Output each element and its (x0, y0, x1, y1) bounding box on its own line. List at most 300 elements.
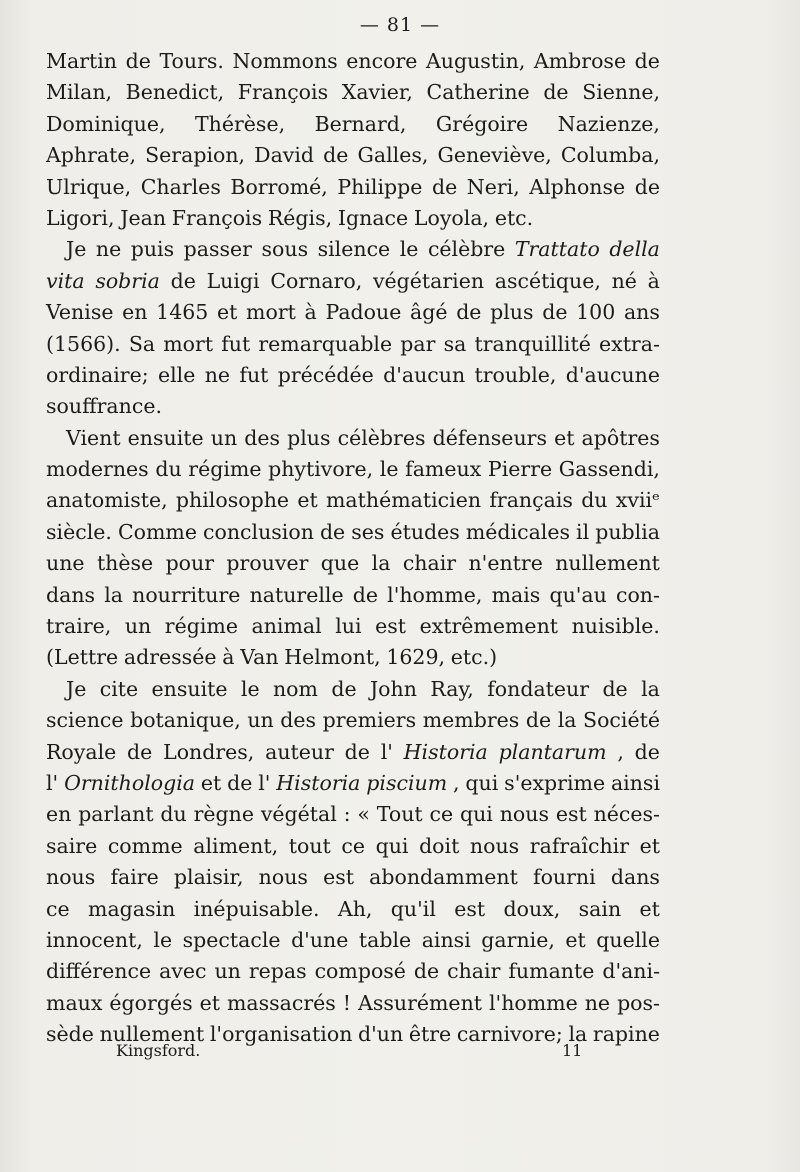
word: Bernard, (314, 111, 407, 136)
word: animal (251, 614, 322, 639)
word: parlant (78, 802, 154, 827)
word: âgé (410, 300, 448, 325)
word: passer (183, 237, 252, 262)
word: , (617, 739, 624, 764)
word: et (639, 896, 660, 921)
text-line (46, 297, 660, 328)
word: (1566). (46, 331, 121, 356)
word: prouver (226, 551, 309, 576)
word: nous (46, 865, 96, 890)
word: Aphrate, (46, 143, 137, 168)
word: ne (584, 990, 611, 1015)
word: d'une (291, 927, 349, 952)
word: fut (221, 331, 251, 356)
word: fondateur (487, 676, 590, 701)
text-line (46, 517, 660, 548)
word: fut (239, 362, 269, 387)
word: sède (46, 1022, 94, 1047)
text-line (46, 705, 660, 736)
word: égorgés (109, 990, 193, 1015)
word: des (244, 425, 281, 450)
word: sa (443, 331, 467, 356)
word: et (199, 990, 220, 1015)
word: Régis, (267, 205, 333, 230)
word: science (46, 708, 124, 733)
word: de (125, 49, 151, 73)
word: différence (46, 959, 152, 984)
word: végétal (260, 802, 337, 827)
text-line (46, 77, 660, 108)
word: qui (459, 802, 493, 827)
word: nom (272, 676, 318, 701)
word: Geneviève, (437, 143, 552, 168)
word: Philippe (337, 174, 423, 199)
word: un (247, 708, 274, 733)
word: et (639, 833, 660, 858)
word: doit (419, 833, 460, 858)
word: défenseurs (432, 425, 547, 450)
word: Padoue (325, 300, 402, 325)
word: botanique, (130, 708, 241, 733)
word: carnivore; (456, 1022, 563, 1047)
word: le (379, 457, 399, 482)
word: doux, (503, 896, 561, 921)
text-line (46, 485, 660, 516)
word: pour (165, 551, 215, 576)
signature-mark: 11 (562, 1041, 583, 1060)
word: Cornaro, (270, 268, 363, 293)
word: le (153, 927, 173, 952)
word: tout (288, 833, 331, 858)
word: en (122, 300, 148, 325)
word: Nommons (232, 49, 338, 73)
word: saire (46, 833, 98, 858)
word: qu'il (390, 896, 436, 921)
word: que (320, 551, 360, 576)
word: : (343, 802, 351, 827)
text-line (46, 109, 660, 140)
word: fameux (405, 457, 482, 482)
word: ne (95, 237, 122, 262)
word: et (217, 300, 238, 325)
word: est (454, 896, 486, 921)
word: et (565, 927, 586, 952)
word: table (358, 927, 412, 952)
italic-word: Trattato (514, 237, 600, 262)
word: auteur (265, 739, 334, 764)
word: chair (447, 959, 501, 984)
word: « (357, 802, 370, 827)
word: précédée (277, 362, 374, 387)
word: dans (46, 582, 96, 607)
text-line (46, 391, 660, 422)
word: qu'au (549, 582, 607, 607)
word: ordinaire; (46, 362, 149, 387)
word: Ulrique, (46, 174, 132, 199)
text-line (46, 423, 660, 454)
word: Alphonse (529, 174, 626, 199)
word: plaisir, (173, 865, 244, 890)
word: la (557, 708, 577, 733)
word: rapine (592, 1022, 660, 1047)
word: qui (465, 770, 499, 795)
word: à (222, 645, 235, 670)
word: et (297, 488, 318, 513)
word: xviiᵉ (615, 488, 660, 513)
word: être (408, 1022, 452, 1047)
word: pos- (617, 990, 660, 1015)
word: rafraîchir (529, 833, 630, 858)
word: d'aucun (383, 362, 466, 387)
word: Je (66, 237, 87, 262)
text-line (46, 203, 660, 234)
word: repas (248, 959, 307, 984)
text-line (46, 454, 660, 485)
word: l'homme (489, 990, 578, 1015)
word: Charles (140, 174, 221, 199)
italic-word: della (609, 237, 660, 262)
word: du (155, 457, 182, 482)
word: du (160, 802, 187, 827)
word: règne (193, 802, 254, 827)
word: ans (623, 300, 660, 325)
word: et (554, 425, 575, 450)
word: trouble, (474, 362, 557, 387)
word: plus (490, 300, 534, 325)
word: Augustin, (425, 49, 526, 73)
word: Tout (376, 802, 423, 827)
word: ensuite (127, 425, 204, 450)
word: phytivore, (268, 457, 374, 482)
word: ainsi (610, 770, 660, 795)
word: l'homme, (387, 582, 483, 607)
text-line (46, 642, 660, 673)
word: avec (159, 959, 207, 984)
word: Venise (46, 300, 114, 325)
word: ainsi (421, 927, 471, 952)
word: David (254, 143, 315, 168)
word: est (323, 865, 354, 890)
word: comme (107, 833, 183, 858)
word: sous (261, 237, 309, 262)
word: Neri, (466, 174, 520, 199)
word: l' (46, 770, 59, 795)
word: une (46, 551, 85, 576)
word: l'organisation (209, 1022, 353, 1047)
word: plus (287, 425, 331, 450)
text-line (46, 674, 660, 705)
word: fumante (508, 959, 595, 984)
word: anatomiste, (46, 488, 168, 513)
text-line (46, 172, 660, 203)
word: Van (240, 645, 279, 670)
word: médicales (465, 519, 571, 544)
word: d'aucune (565, 362, 660, 387)
italic-word: sobria (95, 268, 160, 293)
word: Royale (46, 739, 117, 764)
word: ascétique, (494, 268, 601, 293)
word: John (369, 676, 417, 701)
word: extra- (599, 331, 660, 356)
word: à (647, 268, 660, 293)
word: massacrés (226, 990, 336, 1015)
word: mathématicien (325, 488, 482, 513)
word: né (611, 268, 637, 293)
word: mais (491, 582, 541, 607)
word: ! (342, 990, 352, 1015)
word: de (602, 676, 628, 701)
word: garnie, (481, 927, 555, 952)
word: Ambrose (533, 49, 627, 73)
italic-word: Historia (403, 739, 488, 764)
word: modernes (46, 457, 149, 482)
word: Nazienze, (557, 111, 660, 136)
word: 1629, (386, 645, 446, 670)
word: Luigi (206, 268, 260, 293)
word: Londres, (163, 739, 255, 764)
word: un (124, 614, 152, 639)
word: maux (46, 990, 103, 1015)
word: dans (610, 865, 660, 890)
word: célèbres (337, 425, 426, 450)
text-line (46, 611, 660, 642)
word: chair (402, 551, 457, 576)
page-footer (0, 1041, 800, 1071)
word: abondamment (369, 865, 518, 890)
text-line (46, 580, 660, 611)
word: Je (66, 676, 87, 701)
word: la (568, 1022, 588, 1047)
word: Ray, (430, 676, 474, 701)
word: elle (157, 362, 196, 387)
word: inépuisable. (193, 896, 320, 921)
word: de (456, 300, 482, 325)
word: Helmont, (284, 645, 381, 670)
word: quelle (596, 927, 660, 952)
italic-word: vita (46, 268, 85, 293)
word: ce (429, 802, 454, 827)
word: est (555, 802, 587, 827)
word: Catherine (426, 80, 530, 105)
word: mort (246, 300, 296, 325)
word: Ligori, (46, 205, 115, 230)
text-line (46, 768, 660, 799)
word: (Lettre (46, 645, 119, 670)
word: fourni (533, 865, 596, 890)
word: thèse (96, 551, 154, 576)
word: études (390, 519, 460, 544)
word: célèbre (427, 237, 506, 262)
word: François (237, 80, 329, 105)
word: végétarien (372, 268, 485, 293)
word: du (581, 488, 608, 513)
word: nous (258, 865, 308, 890)
word: s'exprime (504, 770, 606, 795)
word: la (371, 551, 391, 576)
word: Jean (120, 205, 167, 230)
text-line (46, 46, 660, 77)
word: faire (110, 865, 159, 890)
word: de (542, 300, 568, 325)
text-line (46, 862, 660, 893)
word: nullement (99, 1022, 205, 1047)
word: silence (317, 237, 391, 262)
word: de (227, 770, 253, 795)
text-line (46, 234, 660, 265)
word: la (104, 582, 123, 607)
italic-word: plantarum (498, 739, 607, 764)
word: innocent, (46, 927, 143, 952)
word: nous (469, 833, 520, 858)
word: un (210, 425, 238, 450)
word: etc.) (450, 645, 498, 670)
italic-word: piscium (366, 770, 448, 795)
word: Serapion, (145, 143, 246, 168)
word: ensuite (151, 676, 228, 701)
word: néces- (593, 802, 660, 827)
word: siècle. (46, 519, 112, 544)
word: nullement (555, 551, 660, 576)
word: régime (164, 614, 238, 639)
text-line (46, 925, 660, 956)
word: spectacle (182, 927, 281, 952)
word: , (453, 770, 460, 795)
word: Ignace (337, 205, 409, 230)
word: Tours. (159, 49, 224, 73)
word: mort (163, 331, 214, 356)
word: extrêmement (419, 614, 559, 639)
word: membres (422, 708, 520, 733)
word: premiers (322, 708, 417, 733)
word: de (634, 49, 660, 73)
word: nuisible. (571, 614, 660, 639)
word: Xavier, (341, 80, 413, 105)
word: remarquable (258, 331, 393, 356)
word: nous (499, 802, 549, 827)
word: adressée (123, 645, 217, 670)
word: il (576, 519, 590, 544)
word: Columba, (560, 143, 660, 168)
word: publia (595, 519, 660, 544)
word: de (543, 80, 569, 105)
word: encore (346, 49, 418, 73)
word: lui (335, 614, 362, 639)
text-line (46, 548, 660, 579)
italic-word: Ornithologia (64, 770, 196, 795)
word: Société (583, 708, 660, 733)
word: Pierre (487, 457, 553, 482)
word: et (200, 770, 222, 795)
text-line (46, 140, 660, 171)
word: le (240, 676, 260, 701)
word: par (400, 331, 436, 356)
italic-word: Historia (276, 770, 361, 795)
word: à (304, 300, 317, 325)
word: ce (341, 833, 365, 858)
word: magasin (88, 896, 176, 921)
text-line (46, 988, 660, 1019)
word: Benedict, (125, 80, 225, 105)
word: cite (99, 676, 139, 701)
word: de (413, 959, 440, 984)
word: ce (46, 896, 70, 921)
word: de (431, 174, 458, 199)
word: Martin (46, 49, 118, 73)
printer-signature: Kingsford. (116, 1041, 201, 1060)
word: de (331, 676, 357, 701)
word: Milan, (46, 80, 113, 105)
text-line (46, 956, 660, 987)
word: Thérèse, (194, 111, 286, 136)
word: sain (578, 896, 622, 921)
word: Dominique, (46, 111, 166, 136)
word: d'un (358, 1022, 404, 1047)
word: Borromé, (230, 174, 328, 199)
word: ses (351, 519, 385, 544)
word: philosophe (175, 488, 290, 513)
word: Vient (66, 425, 121, 450)
body-text (46, 46, 660, 1051)
text-line (46, 831, 660, 862)
word: naturelle (249, 582, 344, 607)
word: de (634, 739, 660, 764)
word: souffrance. (46, 394, 162, 419)
word: conclusion (203, 519, 314, 544)
word: de (319, 519, 346, 544)
word: Grégoire (435, 111, 529, 136)
word: con- (615, 582, 660, 607)
word: la (641, 676, 660, 701)
word: de (127, 739, 153, 764)
word: Assurément (358, 990, 483, 1015)
word: aliment, (193, 833, 279, 858)
word: Sienne, (582, 80, 660, 105)
word: le (399, 237, 419, 262)
word: l' (258, 770, 271, 795)
word: de (525, 708, 552, 733)
word: Galles, (357, 143, 429, 168)
word: de (344, 739, 370, 764)
text-line (46, 266, 660, 297)
text-line (46, 329, 660, 360)
word: n'entre (468, 551, 543, 576)
word: 100 (576, 300, 616, 325)
word: Loyola, (413, 205, 490, 230)
word: etc. (494, 205, 534, 230)
word: français (489, 488, 573, 513)
page-number: — 81 — (359, 14, 441, 36)
word: de (170, 268, 196, 293)
word: Ah, (337, 896, 373, 921)
word: apôtres (581, 425, 660, 450)
text-line (46, 799, 660, 830)
word: un (214, 959, 241, 984)
text-line (46, 360, 660, 391)
word: Comme (117, 519, 197, 544)
word: de (634, 174, 660, 199)
word: composé (314, 959, 406, 984)
word: d'ani- (602, 959, 660, 984)
word: qui (375, 833, 409, 858)
word: nourriture (132, 582, 241, 607)
word: l' (380, 739, 393, 764)
word: traire, (46, 614, 112, 639)
word: François (171, 205, 263, 230)
word: en (46, 802, 72, 827)
word: Sa (128, 331, 156, 356)
word: Gassendi, (558, 457, 660, 482)
word: ne (204, 362, 231, 387)
